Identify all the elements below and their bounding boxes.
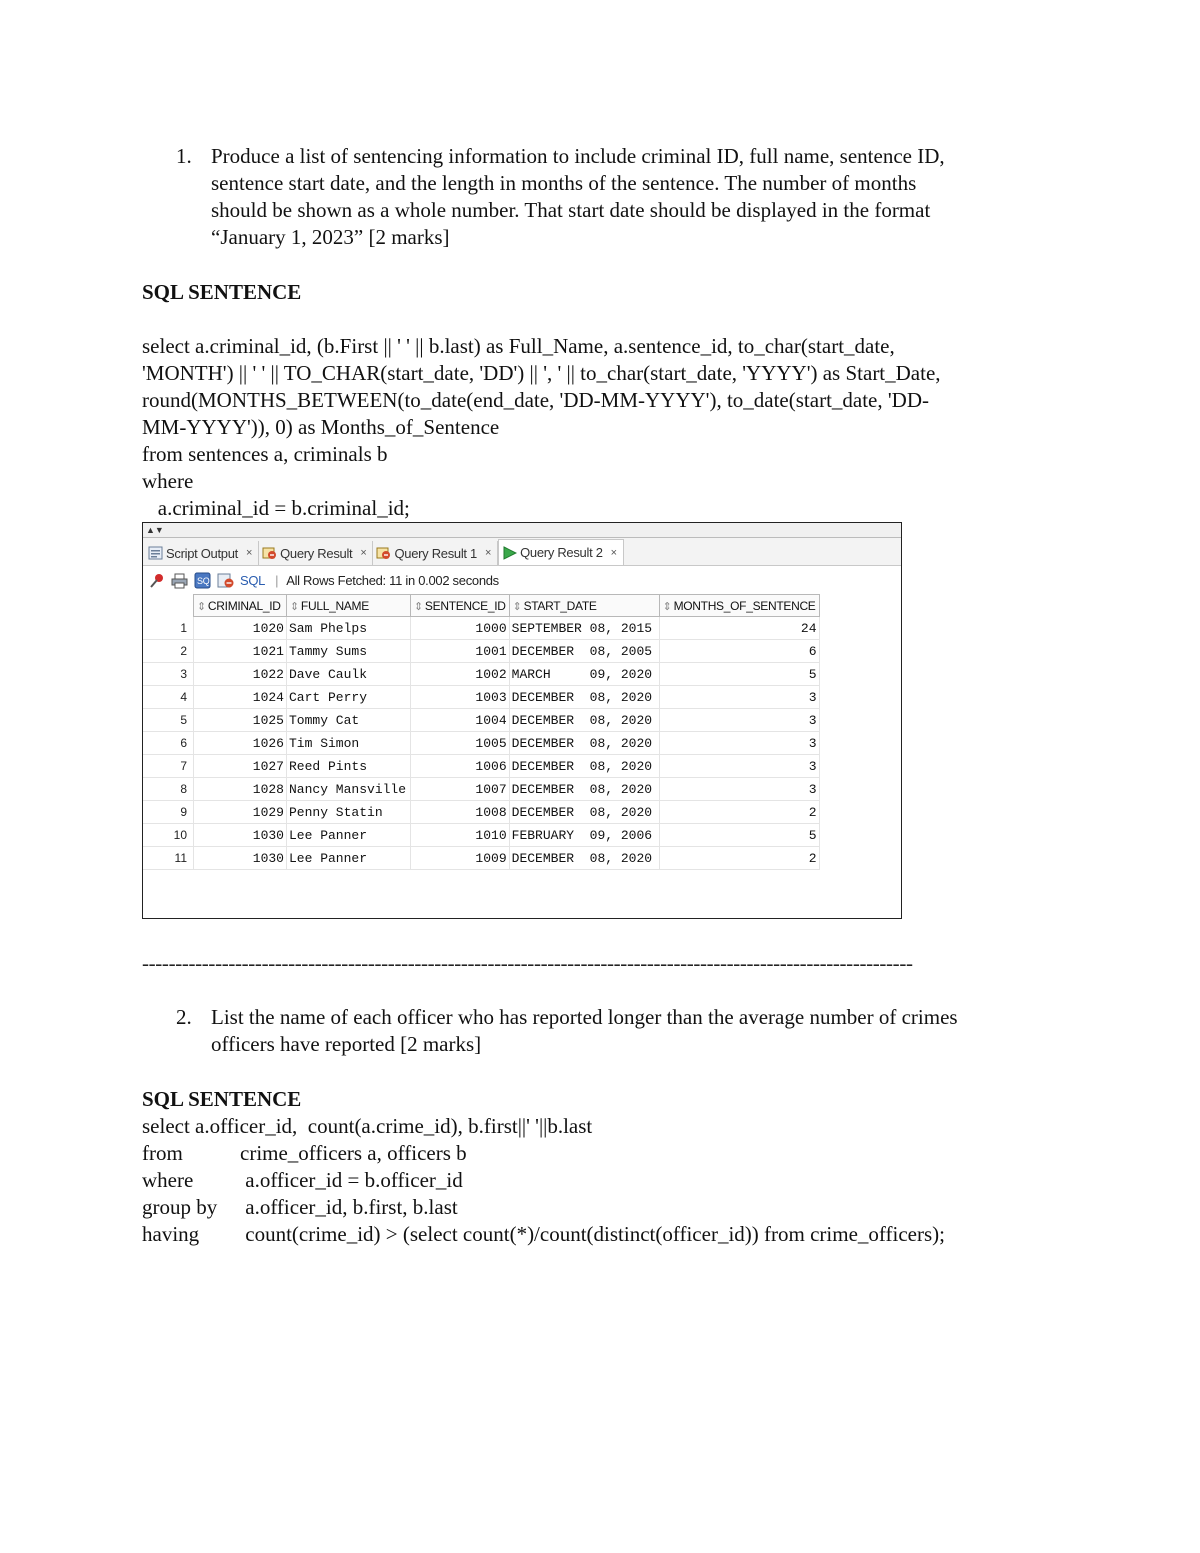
sql-heading-2: SQL SENTENCE — [142, 1087, 302, 1111]
table-cell[interactable]: 6 — [659, 640, 819, 663]
table-cell[interactable]: 1008 — [411, 801, 510, 824]
tab-query-result[interactable] — [259, 541, 373, 565]
table-row[interactable] — [143, 801, 819, 824]
result-grid — [143, 594, 901, 870]
fetch-status: All Rows Fetched: 11 in 0.002 seconds — [286, 572, 499, 588]
question-2-text — [211, 1004, 958, 1058]
tab-query-result-1[interactable] — [373, 541, 498, 565]
sql-line: select a.criminal_id, (b.First || ' ' || b.last) as Full_Name, a.sentence_id, to_char(start_date, — [142, 334, 895, 358]
column-header[interactable] — [194, 595, 287, 617]
result-toolbar — [143, 566, 901, 594]
table-cell[interactable]: DECEMBER 08, 2020 — [509, 732, 659, 755]
question-2-number: 2. — [176, 1005, 192, 1029]
column-header-label: CRIMINAL_ID — [207, 598, 281, 613]
tab-label: Query Result 2 — [520, 545, 603, 560]
row-number: 5 — [143, 709, 194, 732]
table-cell[interactable]: 1001 — [411, 640, 510, 663]
table-row[interactable] — [143, 686, 819, 709]
table-cell[interactable]: 1028 — [194, 778, 287, 801]
collapse-arrows-icon[interactable]: ▲▼ — [146, 525, 164, 535]
table-row[interactable] — [143, 617, 819, 640]
table-cell[interactable]: 1021 — [194, 640, 287, 663]
toolbar-separator: | — [275, 572, 279, 588]
sql-line — [142, 1113, 945, 1140]
tab-query-result-2[interactable] — [498, 539, 624, 565]
question-1-line: sentence start date, and the length in months of the sentence. The number of months — [211, 171, 917, 195]
table-cell[interactable]: 2 — [659, 801, 819, 824]
sql-text: a.officer_id = b.officer_id — [240, 1168, 463, 1192]
table-row[interactable] — [143, 640, 819, 663]
column-header-label: SENTENCE_ID — [424, 598, 506, 613]
sort-icon: ⇕ — [290, 600, 299, 613]
question-1-line: should be shown as a whole number. That start date should be displayed in the format — [211, 198, 931, 222]
row-number: 6 — [143, 732, 194, 755]
row-number: 8 — [143, 778, 194, 801]
table-cell[interactable]: 5 — [659, 824, 819, 847]
table-cell[interactable]: 1029 — [194, 801, 287, 824]
question-1-text — [211, 143, 945, 251]
table-cell[interactable]: 24 — [659, 617, 819, 640]
sql-keyword: having — [142, 1222, 200, 1246]
sql-line: round(MONTHS_BETWEEN(to_date(end_date, 'DD-MM-YYYY'), to_date(start_date, 'DD- — [142, 388, 929, 412]
table-cell[interactable]: Tim Simon — [287, 732, 411, 755]
close-tab-icon[interactable]: × — [610, 546, 617, 559]
table-cell[interactable]: 1007 — [411, 778, 510, 801]
table-cell[interactable]: Penny Statin — [287, 801, 411, 824]
table-cell[interactable]: 3 — [659, 709, 819, 732]
table-cell[interactable]: 1024 — [194, 686, 287, 709]
table-cell[interactable]: 1010 — [411, 824, 510, 847]
row-number: 10 — [143, 824, 194, 847]
pin-icon[interactable] — [148, 572, 165, 589]
sql-keyword: group by — [142, 1195, 218, 1219]
sort-icon: ⇕ — [512, 600, 522, 613]
row-number: 11 — [143, 847, 194, 870]
sql-line: MM-YYYY')), 0) as Months_of_Sentence — [142, 415, 500, 439]
column-header[interactable] — [411, 595, 510, 617]
sql-line — [142, 1140, 945, 1167]
tab-label: Query Result — [280, 545, 353, 561]
sql-button[interactable]: SQL — [240, 572, 266, 588]
table-cell[interactable]: 1004 — [411, 709, 510, 732]
table-cell[interactable]: 1030 — [194, 824, 287, 847]
table-cell[interactable]: 1025 — [194, 709, 287, 732]
sort-icon: ⇕ — [662, 600, 672, 613]
question-2-line: officers have reported [2 marks] — [211, 1032, 482, 1056]
table-row[interactable] — [143, 847, 819, 870]
column-header[interactable] — [287, 595, 411, 617]
row-number: 2 — [143, 640, 194, 663]
table-cell[interactable]: FEBRUARY 09, 2006 — [509, 824, 659, 847]
table-cell[interactable]: 3 — [659, 732, 819, 755]
table-cell[interactable]: Reed Pints — [287, 755, 411, 778]
table-cell[interactable]: 1030 — [194, 847, 287, 870]
table-cell[interactable]: 1006 — [411, 755, 510, 778]
table-row[interactable] — [143, 709, 819, 732]
tab-script-output[interactable] — [145, 541, 259, 565]
table-cell[interactable]: 3 — [659, 755, 819, 778]
row-number: 4 — [143, 686, 194, 709]
question-1-line: Produce a list of sentencing information to include criminal ID, full name, sentence ID, — [211, 144, 945, 168]
table-row[interactable] — [143, 824, 819, 847]
table-cell[interactable]: 1005 — [411, 732, 510, 755]
sql-keyword: from — [142, 1141, 183, 1165]
row-number: 1 — [143, 617, 194, 640]
column-header[interactable] — [509, 595, 659, 617]
svg-text:SQ: SQ — [197, 575, 210, 586]
table-cell[interactable]: 1003 — [411, 686, 510, 709]
sql-line: a.criminal_id = b.criminal_id; — [142, 496, 410, 520]
refresh-query-icon[interactable] — [194, 572, 211, 589]
sql-text: a.officer_id, b.first, b.last — [240, 1195, 458, 1219]
query-result-icon — [376, 546, 391, 560]
row-number-header — [143, 595, 194, 617]
question-1-line: “January 1, 2023” [2 marks] — [211, 225, 450, 249]
table-row[interactable] — [143, 663, 819, 686]
tab-label: Query Result 1 — [394, 545, 477, 561]
table-cell[interactable]: 1009 — [411, 847, 510, 870]
sql-keyword: where — [142, 1168, 194, 1192]
sql-line: from sentences a, criminals b — [142, 442, 388, 466]
column-header[interactable] — [659, 595, 819, 617]
table-cell[interactable]: 1020 — [194, 617, 287, 640]
header-row — [143, 595, 819, 617]
table-cell[interactable]: Lee Panner — [287, 847, 411, 870]
section-divider: -------------------------------------------------------------------------------------------------------------------- — [142, 951, 913, 975]
row-number: 7 — [143, 755, 194, 778]
row-number: 9 — [143, 801, 194, 824]
table-cell[interactable]: 2 — [659, 847, 819, 870]
table-cell[interactable]: 3 — [659, 686, 819, 709]
row-number: 3 — [143, 663, 194, 686]
sql-query-2 — [142, 1113, 945, 1248]
sort-icon: ⇕ — [197, 600, 206, 613]
table-cell[interactable]: DECEMBER 08, 2020 — [509, 847, 659, 870]
table-row[interactable] — [143, 778, 819, 801]
table-cell[interactable]: 1000 — [411, 617, 510, 640]
result-tabs — [143, 538, 901, 566]
table-cell[interactable]: DECEMBER 08, 2020 — [509, 709, 659, 732]
table-cell[interactable]: Tommy Cat — [287, 709, 411, 732]
table-cell[interactable]: DECEMBER 08, 2020 — [509, 778, 659, 801]
sort-icon: ⇕ — [414, 600, 423, 613]
column-header-label: FULL_NAME — [300, 598, 369, 613]
table-cell[interactable]: MARCH 09, 2020 — [509, 663, 659, 686]
query-result-icon — [262, 546, 277, 560]
table-cell[interactable]: SEPTEMBER 08, 2015 — [509, 617, 659, 640]
sql-line — [142, 1167, 945, 1194]
table-cell[interactable]: Lee Panner — [287, 824, 411, 847]
table-cell[interactable]: DECEMBER 08, 2005 — [509, 640, 659, 663]
tab-label: Script Output — [166, 545, 238, 561]
table-cell[interactable]: Cart Perry — [287, 686, 411, 709]
table-row[interactable] — [143, 732, 819, 755]
column-header-label: MONTHS_OF_SENTENCE — [673, 598, 816, 613]
script-output-icon — [148, 546, 163, 560]
column-header-label: START_DATE — [523, 598, 597, 613]
result-table — [143, 594, 820, 870]
query-result-panel — [142, 522, 902, 919]
table-cell[interactable]: DECEMBER 08, 2020 — [509, 755, 659, 778]
export-icon[interactable] — [217, 572, 234, 589]
sql-line — [142, 1221, 945, 1248]
sql-line — [142, 1194, 945, 1221]
table-cell[interactable]: Dave Caulk — [287, 663, 411, 686]
table-cell[interactable]: 1026 — [194, 732, 287, 755]
table-cell[interactable]: Sam Phelps — [287, 617, 411, 640]
table-cell[interactable]: DECEMBER 08, 2020 — [509, 686, 659, 709]
table-cell[interactable]: 1022 — [194, 663, 287, 686]
table-cell[interactable]: 3 — [659, 778, 819, 801]
close-tab-icon[interactable]: × — [245, 547, 253, 559]
table-cell[interactable]: 1027 — [194, 755, 287, 778]
table-cell[interactable]: Nancy Mansville — [287, 778, 411, 801]
table-row[interactable] — [143, 755, 819, 778]
run-play-icon — [502, 546, 517, 560]
question-2-line: List the name of each officer who has reported longer than the average number of crimes — [211, 1005, 958, 1029]
sql-line: where — [142, 469, 194, 493]
question-1-number: 1. — [176, 144, 192, 168]
sql-text: crime_officers a, officers b — [240, 1141, 467, 1165]
sql-text: count(crime_id) > (select count(*)/count(distinct(officer_id)) from crime_officers); — [240, 1222, 945, 1246]
close-tab-icon[interactable]: × — [360, 547, 367, 559]
table-cell[interactable]: 1002 — [411, 663, 510, 686]
table-cell[interactable]: 5 — [659, 663, 819, 686]
panel-resize-bar[interactable] — [143, 523, 901, 538]
print-icon[interactable] — [171, 572, 188, 589]
sql-query-1 — [142, 333, 941, 522]
table-cell[interactable]: Tammy Sums — [287, 640, 411, 663]
close-tab-icon[interactable]: × — [485, 547, 492, 559]
sql-text: select a.officer_id, count(a.crime_id), b.first||' '||b.last — [142, 1114, 593, 1138]
sql-line: 'MONTH') || ' ' || TO_CHAR(start_date, 'DD') || ', ' || to_char(start_date, 'YYYY') as Start_Date, — [142, 361, 941, 385]
sql-heading-1: SQL SENTENCE — [142, 280, 302, 304]
table-cell[interactable]: DECEMBER 08, 2020 — [509, 801, 659, 824]
